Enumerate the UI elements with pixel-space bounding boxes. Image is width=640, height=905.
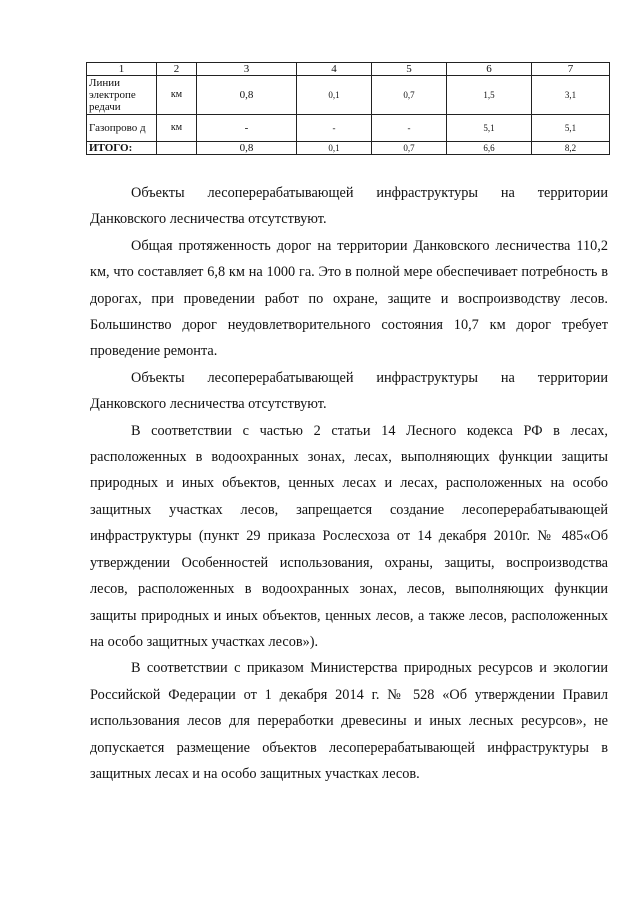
- table-row: [87, 115, 610, 142]
- column-header: 3: [197, 63, 297, 76]
- table-cell: 0,8: [197, 76, 297, 115]
- total-cell: 0,1: [297, 142, 372, 155]
- paragraph: Общая протяженность дорог на территории Данковского лесничества 110,2 км, что составляет 6,8 км на 1000 га. Это в полной мере обеспечивает потребность в дорогах, при проведении работ по охране, защите и воспроизводству лесов. Большинство дорог неудовлетворительного состояния 10,7 км дорог требует проведение ремонта.: [90, 237, 608, 360]
- column-header: 7: [532, 63, 610, 76]
- table-cell: 1,5: [447, 76, 532, 115]
- table-cell: 3,1: [532, 76, 610, 115]
- row-name: Линии электропе редачи: [87, 76, 157, 115]
- row-unit: км: [157, 115, 197, 142]
- table-total-row: [87, 142, 610, 155]
- column-header: 6: [447, 63, 532, 76]
- table-cell: 0,1: [297, 76, 372, 115]
- table-cell: -: [297, 115, 372, 142]
- infrastructure-table: [86, 62, 610, 155]
- row-name: Газопрово д: [87, 115, 157, 142]
- total-cell: 0,7: [372, 142, 447, 155]
- paragraph: В соответствии с приказом Министерства природных ресурсов и экологии Российской Федерации от 1 декабря 2014 г. № 528 «Об утверждении Правил использования лесов для переработки древесины и иных лесных ресурсов», не допускается размещение объектов лесоперерабатывающей инфраструктуры в защитных лесах и на особо защитных участках лесов.: [90, 660, 608, 782]
- table-cell: 5,1: [532, 115, 610, 142]
- table-header-row: [87, 63, 610, 76]
- table-row: [87, 76, 610, 115]
- paragraph: Объекты лесоперерабатывающей инфраструктуры на территории Данковского лесничества отсутствуют.: [90, 369, 608, 413]
- column-header: 1: [87, 63, 157, 76]
- total-label: ИТОГО:: [87, 142, 157, 155]
- total-unit: [157, 142, 197, 155]
- total-cell: 0,8: [197, 142, 297, 155]
- column-header: 5: [372, 63, 447, 76]
- table-cell: 0,7: [372, 76, 447, 115]
- paragraph: Объекты лесоперерабатывающей инфраструктуры на территории Данковского лесничества отсутствуют.: [90, 185, 608, 228]
- row-unit: км: [157, 76, 197, 115]
- column-header: 2: [157, 63, 197, 76]
- paragraph: В соответствии с частью 2 статьи 14 Лесного кодекса РФ в лесах, расположенных в водоохранных зонах, лесах, выполняющих функции защиты природных и иных объектов, ценных лесах и лесах, расположенных на особо защитных участках лесов, запрещается создание лесоперерабатывающей инфраструктуры (пункт 29 приказа Рослесхоза от 14 декабря 2010г. № 485«Об утверждении Особенностей использования, охраны, защиты, воспроизводства лесов, расположенных в водоохранных зонах, лесов, выполняющих функции защиты природных и иных объектов, ценных лесов, а также лесов, расположенных на особо защитных участках лесов»).: [90, 422, 608, 650]
- column-header: 4: [297, 63, 372, 76]
- table-cell: -: [197, 115, 297, 142]
- total-cell: 6,6: [447, 142, 532, 155]
- total-cell: 8,2: [532, 142, 610, 155]
- table-cell: -: [372, 115, 447, 142]
- body-text: [90, 180, 608, 787]
- table-cell: 5,1: [447, 115, 532, 142]
